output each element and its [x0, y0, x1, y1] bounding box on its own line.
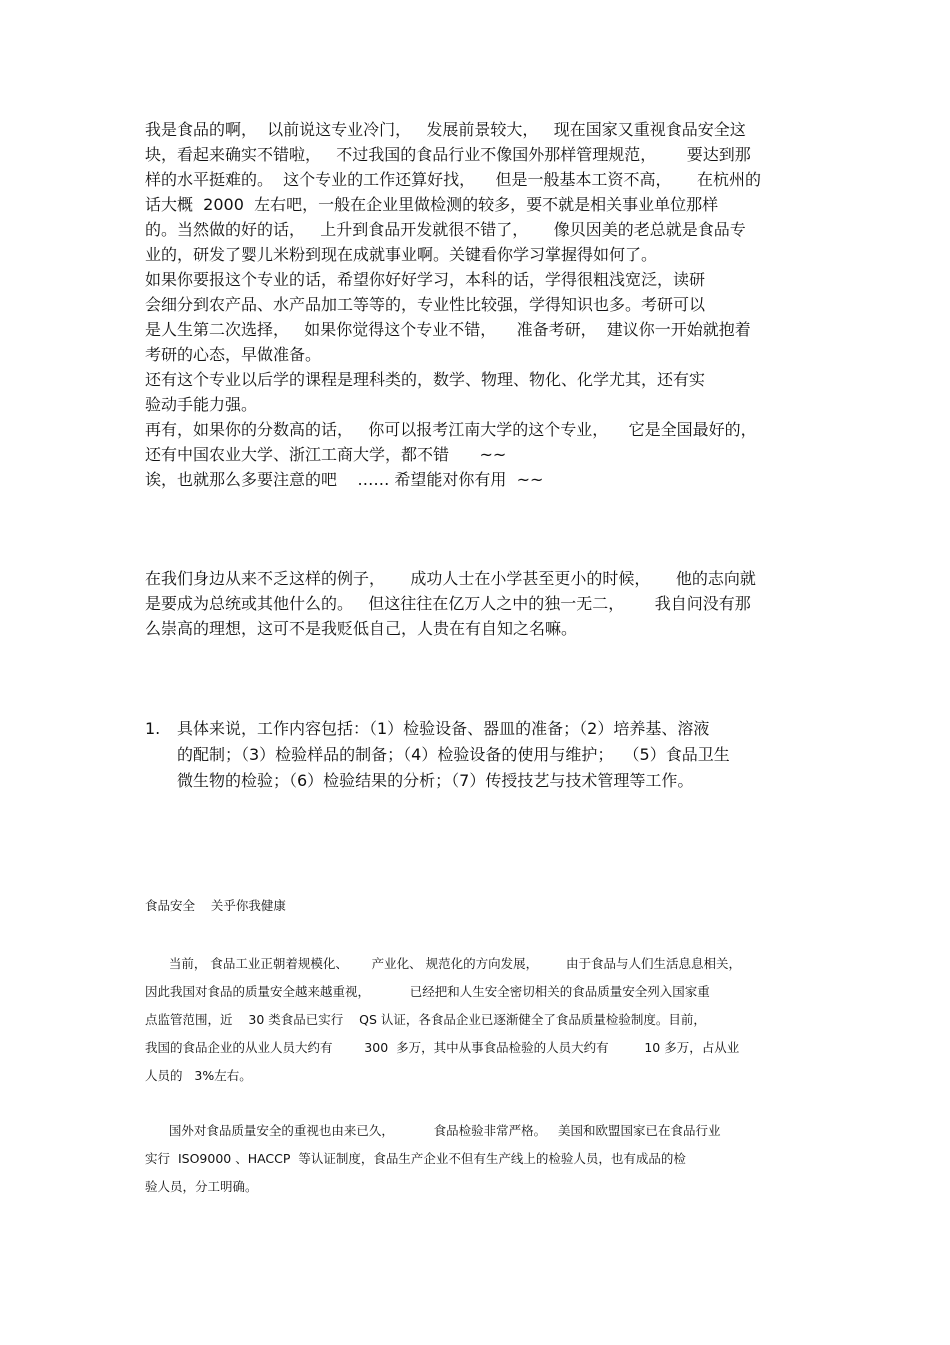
text-line: 再有，如果你的分数高的话， 你可以报考江南大学的这个专业， 它是全国最好的，	[145, 420, 757, 439]
text-line: 的。当然做的好的话， 上升到食品开发就很不错了， 像贝因美的老总就是食品专	[145, 220, 746, 239]
paragraph-foreign-food-safety	[145, 1117, 805, 1201]
text-line: 业的，研发了婴儿米粉到现在成就事业啊。关键看你学习掌握得如何了。	[145, 245, 658, 264]
text-line: 样的水平挺难的。 这个专业的工作还算好找， 但是一般基本工资不高， 在杭州的	[145, 170, 761, 189]
text-line: 当前， 食品工业正朝着规模化、 产业化、 规范化的方向发展， 由于食品与人们生活息息相关，	[145, 956, 741, 971]
text-line: 国外对食品质量安全的重视也由来已久， 食品检验非常严格。 美国和欧盟国家已在食品行业	[145, 1123, 721, 1138]
text-line: 是人生第二次选择， 如果你觉得这个专业不错， 准备考研， 建议你一开始就抱着	[145, 320, 751, 339]
text-line: 实行 ISO9000 、HACCP 等认证制度，食品生产企业不但有生产线上的检验人员，也有成品的检	[145, 1151, 686, 1166]
text-line: 会细分到农产品、水产品加工等等的，专业性比较强，学得知识也多。考研可以	[145, 295, 706, 314]
text-line: 如果你要报这个专业的话，希望你好好学习，本科的话，学得很粗浅宽泛，读研	[145, 270, 706, 289]
text-line: 块，看起来确实不错啦， 不过我国的食品行业不像国外那样管理规范， 要达到那	[145, 145, 751, 164]
text-line: 是要成为总统或其他什么的。 但这往往在亿万人之中的独一无二， 我自问没有那	[145, 594, 751, 613]
section-title: 食品安全 关乎你我健康	[145, 898, 286, 913]
text-line: 的配制；（3）检验样品的制备；（4）检验设备的使用与维护； （5）食品卫生	[177, 745, 730, 764]
text-line: 微生物的检验；（6）检验结果的分析；（7）传授技艺与技术管理等工作。	[177, 771, 694, 790]
list-number: 1.	[145, 719, 161, 738]
paragraph-food-major	[145, 117, 810, 267]
text-line: 还有这个专业以后学的课程是理科类的，数学、物理、物化、化学尤其，还有实	[145, 370, 706, 389]
text-line: 我国的食品企业的从业人员大约有 300 多万，其中从事食品检验的人员大约有 10 多万，占从业	[145, 1040, 740, 1055]
numbered-list-item	[145, 716, 810, 794]
paragraph-ambition	[145, 566, 810, 641]
paragraph-study-advice	[145, 267, 810, 367]
text-line: 诶，也就那么多要注意的吧 …… 希望能对你有用 ~~	[145, 470, 544, 489]
text-line: 我是食品的啊， 以前说这专业冷门， 发展前景较大， 现在国家又重视食品安全这	[145, 120, 746, 139]
text-line: 话大概 2000 左右吧，一般在企业里做检测的较多，要不就是相关事业单位那样	[145, 195, 719, 214]
list-item-body	[177, 716, 810, 794]
text-line: 验动手能力强。	[145, 395, 258, 414]
text-line: 么崇高的理想，这可不是我贬低自己，人贵在有自知之名嘛。	[145, 619, 578, 638]
paragraph-universities	[145, 417, 810, 492]
text-line: 点监管范围，近 30 类食品已实行 QS 认证，各食品企业已逐渐健全了食品质量检验制度。目前，	[145, 1012, 706, 1027]
paragraph-domestic-food-safety	[145, 950, 805, 1090]
text-line: 人员的 3%左右。	[145, 1068, 252, 1083]
text-line: 因此我国对食品的质量安全越来越重视， 已经把和人生安全密切相关的食品质量安全列入国家重	[145, 984, 710, 999]
paragraph-courses	[145, 367, 810, 417]
text-line: 验人员，分工明确。	[145, 1179, 258, 1194]
text-line: 考研的心态，早做准备。	[145, 345, 322, 364]
text-line: 还有中国农业大学、浙江工商大学，都不错 ~~	[145, 445, 507, 464]
text-line: 具体来说，工作内容包括：（1）检验设备、器皿的准备；（2）培养基、溶液	[177, 719, 710, 738]
text-line: 在我们身边从来不乏这样的例子， 成功人士在小学甚至更小的时候， 他的志向就	[145, 569, 756, 588]
